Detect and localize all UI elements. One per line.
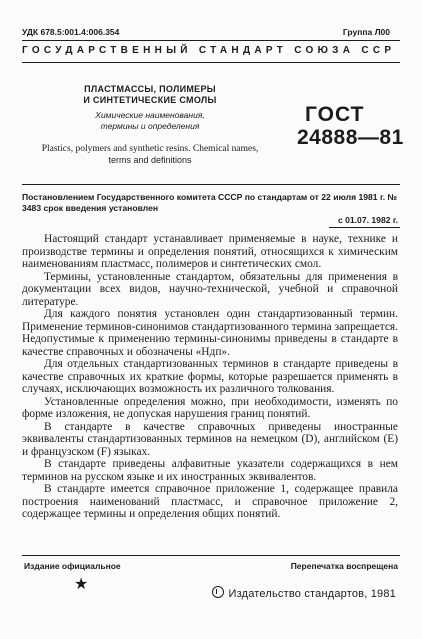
subtitle-line-1: Химические наименования, [95, 110, 205, 120]
publisher [212, 586, 396, 600]
publisher-name: Издательство стандартов, 1981 [228, 588, 396, 600]
english-title-line-2: terms and definitions [108, 155, 192, 165]
title-line-2: И СИНТЕТИЧЕСКИЕ СМОЛЫ [83, 95, 217, 105]
standard-title [20, 84, 280, 131]
paragraph: Настоящий стандарт устанавливает применяемые в науке, технике и производстве термины и определения понятий, относящихся к химическим наименованиям пластмасс, полимеров и синтетических смол. [22, 233, 398, 270]
paragraph: В стандарте имеется справочное приложение 1, содержащее правила построения наименований пластмасс, и справочное приложение 2, содержащее термины и определения общих понятий. [22, 483, 398, 520]
english-title [10, 144, 290, 166]
group-code: Группа Л00 [342, 27, 390, 37]
effective-date-underline [329, 227, 400, 228]
paragraph: Для каждого понятия установлен один стандартизованный термин. Применение терминов-синонимов стандартизованного термина запрещается. Недопустимые к применению термины-синонимы приведены в стандарте в качестве справочных и обозначены «Ндп». [22, 308, 398, 358]
header-rule-top [22, 40, 400, 41]
header-rule-bottom [22, 62, 400, 63]
gost-label: ГОСТ [305, 103, 365, 126]
edition-note: Издание официальное [24, 561, 121, 571]
resolution-rule [22, 184, 400, 185]
star-icon: ★ [74, 576, 89, 593]
reprint-note: Перепечатка воспрещена [290, 561, 398, 571]
english-title-line-1: Plastics, polymers and synthetic resins. Chemical names, [41, 144, 259, 154]
gost-number: 24888—81 [297, 126, 404, 149]
paragraph: В стандарте приведены алфавитные указатели содержащихся в нем терминов на русском языке и их иностранных эквивалентов. [22, 458, 398, 483]
publisher-logo-icon [212, 586, 224, 598]
subtitle-line-2: термины и определения [100, 120, 200, 131]
resolution-text: Постановлением Государственного комитета СССР по стандартам от 22 июля 1981 г. № 3483 срок введения установлен [22, 192, 398, 213]
state-standard-heading: ГОСУДАРСТВЕННЫЙ СТАНДАРТ СОЮЗА ССР [22, 45, 396, 56]
effective-date: с 01.07. 1982 г. [337, 215, 398, 225]
paragraph: В стандарте в качестве справочных приведены иностранные эквиваленты стандартизованных терминов на немецком (D), английском (E) и французском (F) языках. [22, 420, 398, 458]
udk-code: УДК 678.5:001.4:006.354 [22, 27, 120, 37]
body-text [22, 233, 398, 521]
paragraph: Для отдельных стандартизованных терминов в стандарте приведены в качестве справочных их краткие формы, которые разрешается применять в случаях, исключающих возможность их различного толкования. [22, 358, 398, 395]
paragraph: Установленные определения можно, при необходимости, изменять по форме изложения, не допуская нарушения границ понятий. [22, 395, 398, 420]
footer-rule [22, 555, 400, 556]
paragraph: Термины, установленные стандартом, обязательны для применения в документации всех видов, научно-технической, учебной и справочной литературе. [22, 270, 398, 308]
title-line-1: ПЛАСТМАССЫ, ПОЛИМЕРЫ [84, 84, 216, 94]
